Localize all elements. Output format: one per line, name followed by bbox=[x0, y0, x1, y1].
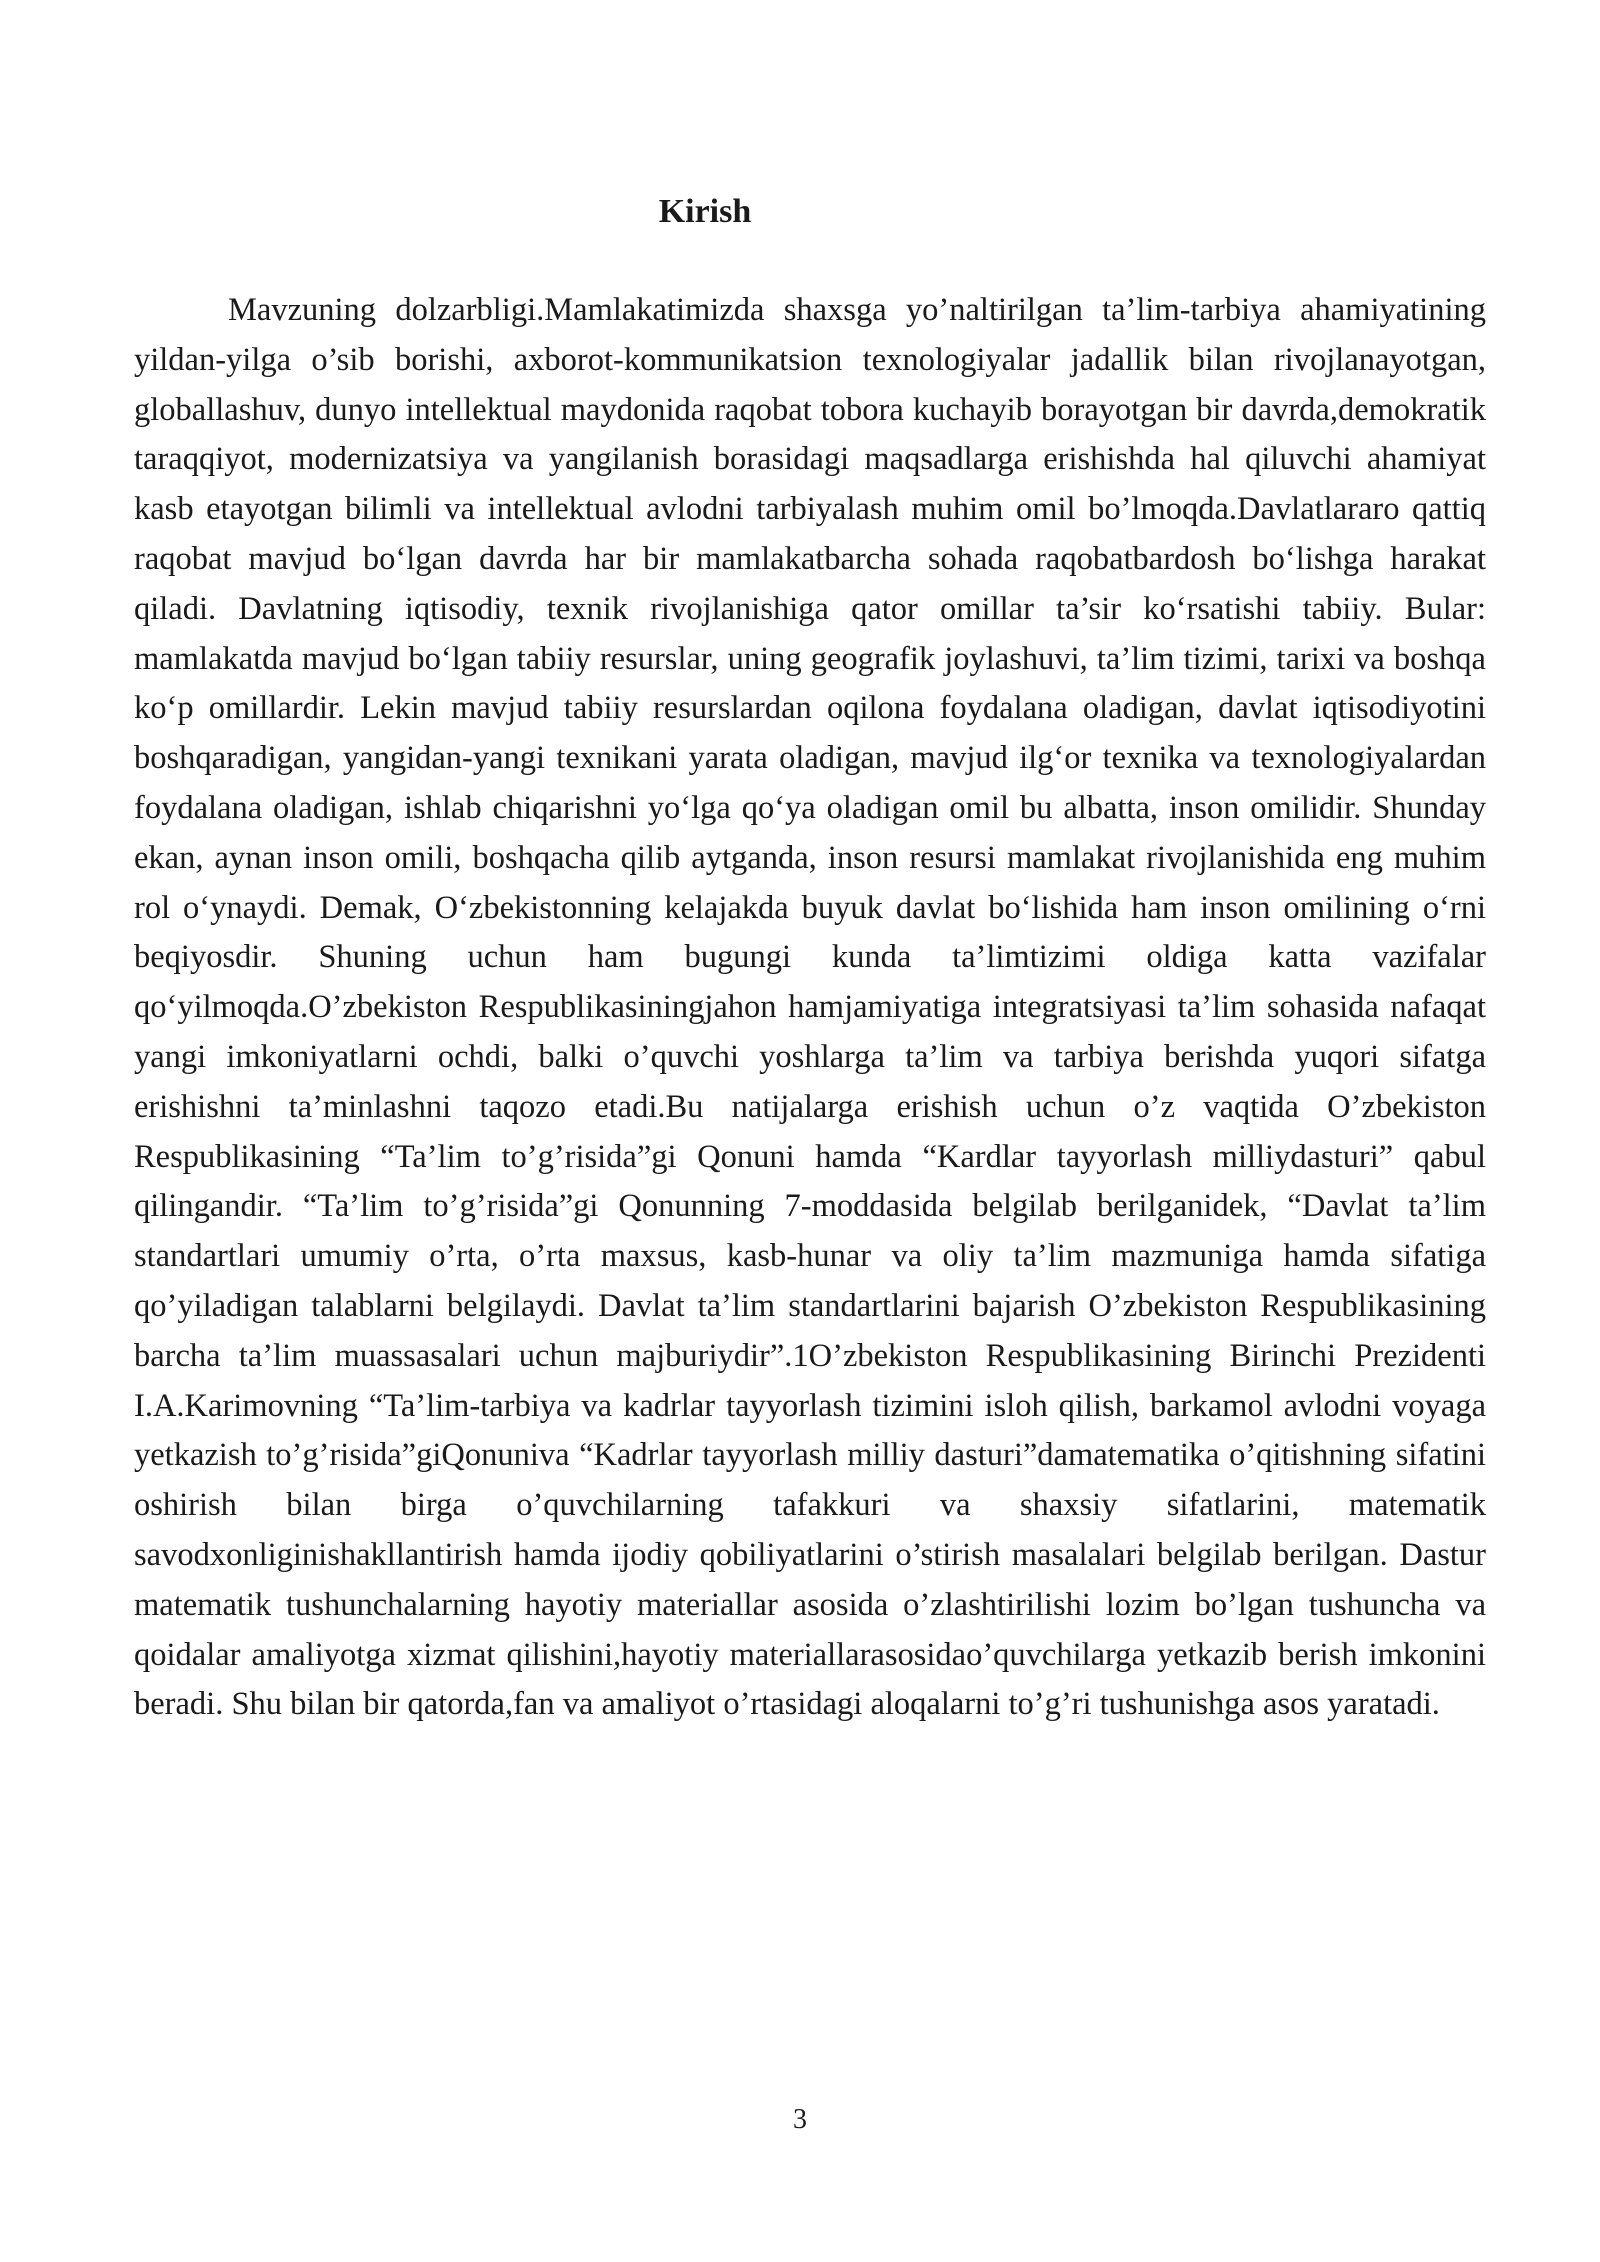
section-heading: Kirish bbox=[658, 193, 752, 230]
body-paragraph: Mavzuning dolzarbligi.Mamlakatimizda shaxsga yo’naltirilgan ta’lim-tarbiya ahamiyatining yildan-yilga o’sib borishi, axborot-kommunikatsion texnologiyalar jadallik bilan rivojlanayotgan, globallashuv, dunyo intellektual maydonida raqobat tobora kuchayib borayotgan bir davrda,demokratik taraqqiyot, modernizatsiya va yangilanish borasidagi maqsadlarga erishishda hal qiluvchi ahamiyat kasb etayotgan bilimli va intellektual avlodni tarbiyalash muhim omil bo’lmoqda.Davlatlararo qattiq raqobat mavjud bo‘lgan davrda har bir mamlakatbarcha sohada raqobatbardosh bo‘lishga harakat qiladi. Davlatning iqtisodiy, texnik rivojlanishiga qator omillar ta’sir ko‘rsatishi tabiiy. Bular: mamlakatda mavjud bo‘lgan tabiiy resurslar, uning geografik joylashuvi, ta’lim tizimi, tarixi va boshqa ko‘p omillardir. Lekin mavjud tabiiy resurslardan oqilona foydalana oladigan, davlat iqtisodiyotini boshqaradigan, yangidan-yangi texnikani yarata oladigan, mavjud ilg‘or texnika va texnologiyalardan foydalana oladigan, ishlab chiqarishni yo‘lga qo‘ya oladigan omil bu albatta, inson omilidir. Shunday ekan, aynan inson omili, boshqacha qilib aytganda, inson resursi mamlakat rivojlanishida eng muhim rol o‘ynaydi. Demak, O‘zbekistonning kelajakda buyuk davlat bo‘lishida ham inson omilining o‘rni beqiyosdir. Shuning uchun ham bugungi kunda ta’limtizimi oldiga katta vazifalar qo‘yilmoqda.O’zbekiston Respublikasiningjahon hamjamiyatiga integratsiyasi ta’lim sohasida nafaqat yangi imkoniyatlarni ochdi, balki o’quvchi yoshlarga ta’lim va tarbiya berishda yuqori sifatga erishishni ta’minlashni taqozo etadi.Bu natijalarga erishish uchun o’z vaqtida O’zbekiston Respublikasining “Ta’lim to’g’risida”gi Qonuni hamda “Kardlar tayyorlash milliydasturi” qabul qilingandir. “Ta’lim to’g’risida”gi Qonunning 7-moddasida belgilab berilganidek, “Davlat ta’lim standartlari umumiy o’rta, o’rta maxsus, kasb-hunar va oliy ta’lim mazmuniga hamda sifatiga qo’yiladigan talablarni belgilaydi. Davlat ta’lim standartlarini bajarish O’zbekiston Respublikasining barcha ta’lim muassasalari uchun majburiydir”.1O’zbekiston Respublikasining Birinchi Prezidenti I.A.Karimovning “Ta’lim-tarbiya va kadrlar tayyorlash tizimini isloh qilish, barkamol avlodni voyaga yetkazish to’g’risida”giQonuniva “Kadrlar tayyorlash milliy dasturi”damatematika o’qitishning sifatini oshirish bilan birga o’quvchilarning tafakkuri va shaxsiy sifatlarini, matematik savodxonliginishakllantirish hamda ijodiy qobiliyatlarini o’stirish masalalari belgilab berilgan. Dastur matematik tushunchalarning hayotiy materiallar asosida o’zlashtirilishi lozim bo’lgan tushuncha va qoidalar amaliyotga xizmat qilishini,hayotiy materiallarasosidao’quvchilarga yetkazib berish imkonini beradi. Shu bilan bir qatorda,fan va amaliyot o’rtasidagi aloqalarni to’g’ri tushunishga asos yaratadi. bbox=[134, 292, 1486, 1723]
page-number: 3 bbox=[793, 2104, 807, 2135]
